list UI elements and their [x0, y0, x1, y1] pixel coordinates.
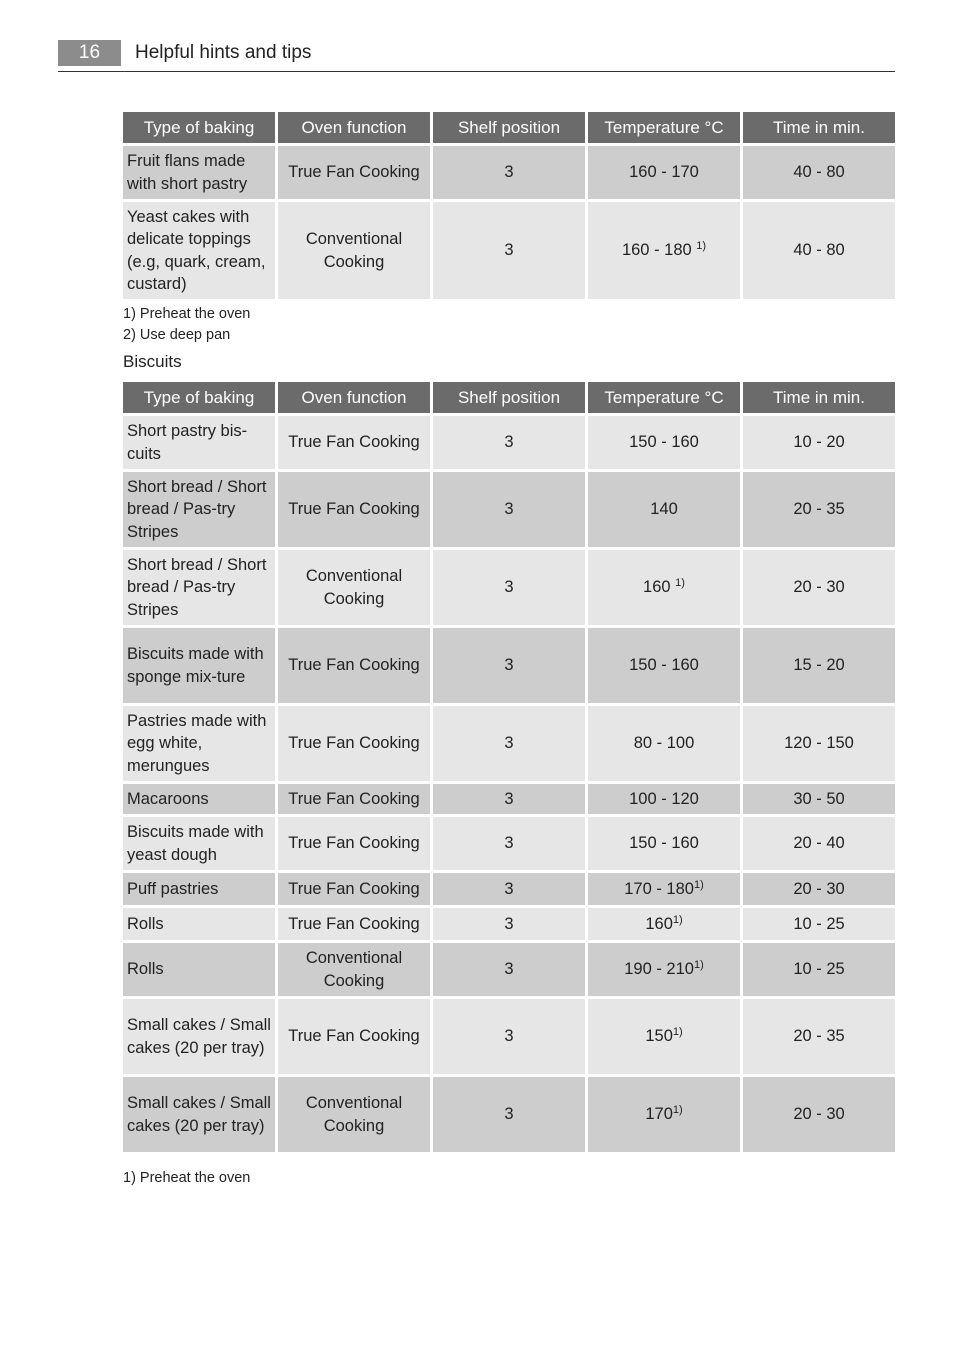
temperature-value: 150 - 160: [629, 656, 699, 675]
cell-function: True Fan Cooking: [278, 146, 430, 199]
footnote-ref: 1): [696, 240, 707, 253]
cell-time: 20 - 30: [743, 1077, 895, 1152]
cell-function: Conventional Cooking: [278, 943, 430, 996]
temperature-value: 160 - 170: [629, 163, 699, 182]
table-header-row: [123, 382, 895, 413]
cell-temperature: [588, 202, 740, 299]
cell-type: Rolls: [123, 943, 275, 996]
cell-type: Short bread / Short bread / Pas-try Stripes: [123, 472, 275, 547]
cell-time: 15 - 20: [743, 628, 895, 703]
table-row: [123, 202, 895, 299]
column-header-time: Time in min.: [743, 382, 895, 413]
footnote: 1) Preheat the oven: [123, 1170, 251, 1186]
cell-type: Pastries made with egg white, merungues: [123, 706, 275, 781]
cell-shelf: 3: [433, 706, 585, 781]
cell-temperature: [588, 416, 740, 469]
cell-temperature: [588, 873, 740, 905]
cell-temperature: [588, 1077, 740, 1152]
cell-time: 30 - 50: [743, 784, 895, 814]
table-row: [123, 817, 895, 870]
cell-time: 40 - 80: [743, 146, 895, 199]
table-row: [123, 908, 895, 940]
column-header-function: Oven function: [278, 112, 430, 143]
cell-temperature: [588, 999, 740, 1074]
cell-type: Small cakes / Small cakes (20 per tray): [123, 999, 275, 1074]
table-row: [123, 784, 895, 814]
table-header-row: [123, 112, 895, 143]
cell-shelf: 3: [433, 817, 585, 870]
table-row: [123, 706, 895, 781]
temperature-value: 150 - 160: [629, 834, 699, 853]
cell-type: Yeast cakes with delicate toppings (e.g, quark, cream, custard): [123, 202, 275, 299]
cell-shelf: 3: [433, 999, 585, 1074]
baking-table-cakes: [120, 109, 898, 302]
temperature-value: 140: [650, 500, 678, 519]
column-header-temperature: Temperature °C: [588, 382, 740, 413]
cell-function: True Fan Cooking: [278, 706, 430, 781]
cell-function: True Fan Cooking: [278, 908, 430, 940]
cell-temperature: [588, 943, 740, 996]
temperature-value: 100 - 120: [629, 789, 699, 808]
table-row: [123, 943, 895, 996]
cell-function: True Fan Cooking: [278, 472, 430, 547]
column-header-type: Type of baking: [123, 112, 275, 143]
table-row: [123, 472, 895, 547]
footnote-ref: 1): [693, 878, 704, 891]
cell-type: Fruit flans made with short pastry: [123, 146, 275, 199]
temperature-value: 150: [645, 1027, 673, 1046]
column-header-temperature: Temperature °C: [588, 112, 740, 143]
cell-time: 40 - 80: [743, 202, 895, 299]
cell-shelf: 3: [433, 472, 585, 547]
cell-temperature: [588, 908, 740, 940]
cell-type: Rolls: [123, 908, 275, 940]
cell-shelf: 3: [433, 416, 585, 469]
column-header-function: Oven function: [278, 382, 430, 413]
cell-temperature: [588, 784, 740, 814]
footnote-ref: 1): [672, 1026, 683, 1039]
table-row: [123, 1077, 895, 1152]
cell-time: 20 - 35: [743, 472, 895, 547]
cell-time: 120 - 150: [743, 706, 895, 781]
cell-function: True Fan Cooking: [278, 817, 430, 870]
cell-time: 10 - 25: [743, 908, 895, 940]
cell-type: Biscuits made with yeast dough: [123, 817, 275, 870]
footnote-ref: 1): [675, 577, 685, 590]
cell-temperature: [588, 628, 740, 703]
footnote-ref: 1): [693, 959, 704, 972]
cell-shelf: 3: [433, 202, 585, 299]
cell-time: 10 - 25: [743, 943, 895, 996]
temperature-value: 150 - 160: [629, 433, 699, 452]
table-row: [123, 416, 895, 469]
cell-function: Conventional Cooking: [278, 550, 430, 625]
column-header-shelf: Shelf position: [433, 382, 585, 413]
page-title: Helpful hints and tips: [135, 42, 312, 63]
cell-function: Conventional Cooking: [278, 1077, 430, 1152]
footnote-ref: 1): [672, 913, 683, 926]
cell-type: Short bread / Short bread / Pas-try Stripes: [123, 550, 275, 625]
cell-time: 10 - 20: [743, 416, 895, 469]
cell-shelf: 3: [433, 628, 585, 703]
temperature-value: 80 - 100: [633, 734, 695, 753]
cell-type: Puff pastries: [123, 873, 275, 905]
table-row: [123, 550, 895, 625]
cell-temperature: [588, 146, 740, 199]
cell-temperature: [588, 472, 740, 547]
section-title: Biscuits: [123, 352, 182, 371]
cell-shelf: 3: [433, 873, 585, 905]
temperature-value: 170 - 180: [624, 879, 694, 898]
page-header: [58, 40, 895, 72]
cell-shelf: 3: [433, 550, 585, 625]
cell-type: Biscuits made with sponge mix-ture: [123, 628, 275, 703]
cell-type: Small cakes / Small cakes (20 per tray): [123, 1077, 275, 1152]
temperature-value: 170: [645, 1105, 673, 1124]
cell-function: True Fan Cooking: [278, 873, 430, 905]
cell-function: True Fan Cooking: [278, 999, 430, 1074]
cell-shelf: 3: [433, 908, 585, 940]
page-number: 16: [58, 40, 121, 66]
cell-type: Short pastry bis-cuits: [123, 416, 275, 469]
temperature-value: 160 - 180: [621, 241, 697, 260]
cell-function: True Fan Cooking: [278, 416, 430, 469]
cell-temperature: [588, 817, 740, 870]
column-header-shelf: Shelf position: [433, 112, 585, 143]
cell-function: True Fan Cooking: [278, 784, 430, 814]
cell-shelf: 3: [433, 146, 585, 199]
cell-time: 20 - 40: [743, 817, 895, 870]
cell-time: 20 - 35: [743, 999, 895, 1074]
temperature-value: 160: [643, 578, 676, 597]
column-header-type: Type of baking: [123, 382, 275, 413]
footnote: 1) Preheat the oven: [123, 306, 251, 322]
baking-table-biscuits: [120, 379, 898, 1155]
column-header-time: Time in min.: [743, 112, 895, 143]
cell-shelf: 3: [433, 784, 585, 814]
cell-function: True Fan Cooking: [278, 628, 430, 703]
temperature-value: 190 - 210: [624, 960, 694, 979]
table-row: [123, 628, 895, 703]
cell-shelf: 3: [433, 943, 585, 996]
cell-time: 20 - 30: [743, 550, 895, 625]
table-row: [123, 146, 895, 199]
cell-shelf: 3: [433, 1077, 585, 1152]
footnote-ref: 1): [672, 1104, 683, 1117]
cell-temperature: [588, 550, 740, 625]
table-row: [123, 999, 895, 1074]
cell-type: Macaroons: [123, 784, 275, 814]
cell-time: 20 - 30: [743, 873, 895, 905]
table-row: [123, 873, 895, 905]
temperature-value: 160: [645, 914, 673, 933]
cell-function: Conventional Cooking: [278, 202, 430, 299]
cell-temperature: [588, 706, 740, 781]
footnote: 2) Use deep pan: [123, 327, 231, 343]
